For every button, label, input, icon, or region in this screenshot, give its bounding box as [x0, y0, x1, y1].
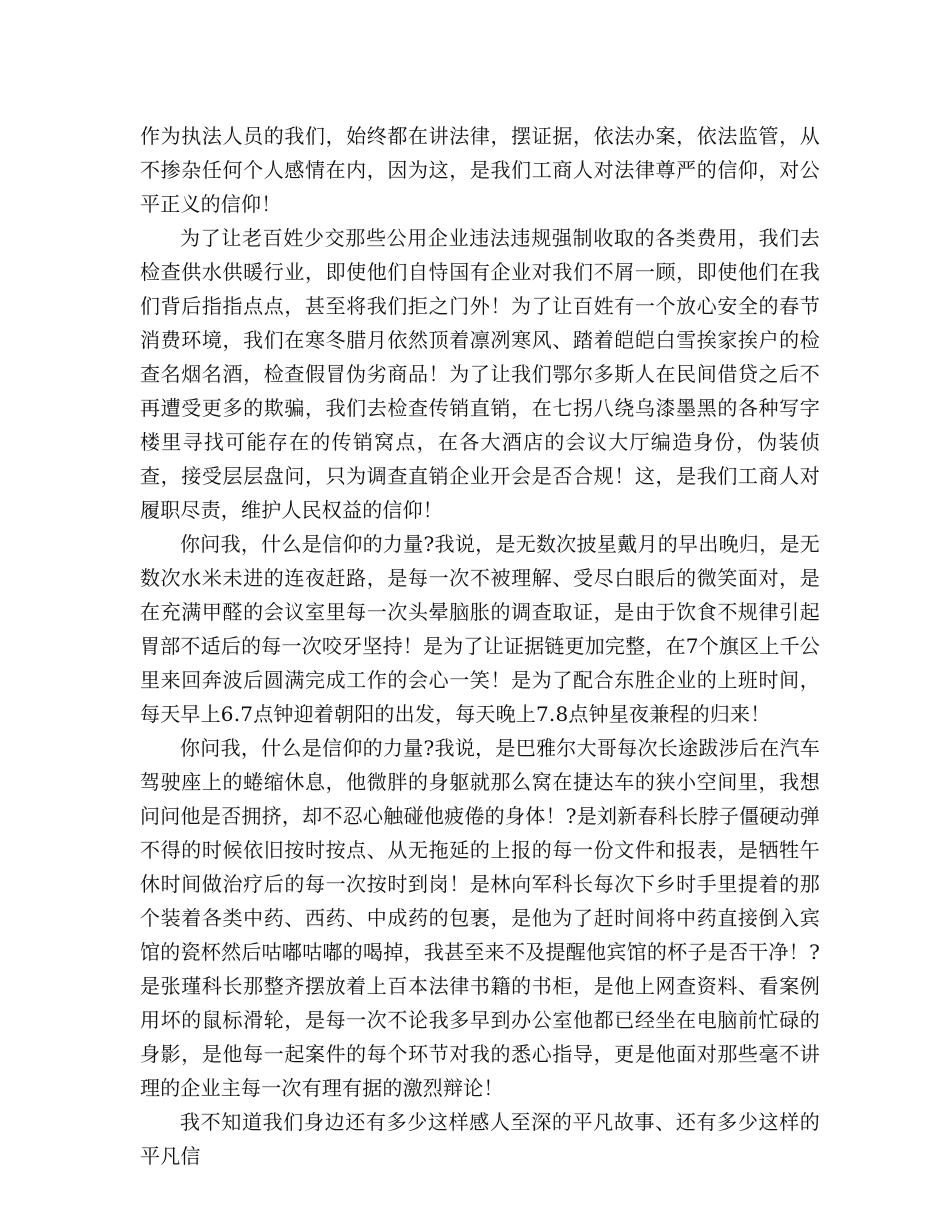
paragraph-2: 为了让老百姓少交那些公用企业违法违规强制收取的各类费用，我们去检查供水供暖行业，即使他们自恃国有企业对我们不屑一顾，即使他们在我们背后指指点点，甚至将我们拒之门外！为了让百姓有一个放心安全的春节消费环境，我们在寒冬腊月依然顶着凛冽寒风、踏着皑皑白雪挨家挨户的检查名烟名酒，检查假冒伪劣商品！为了让我们鄂尔多斯人在民间借贷之后不再遭受更多的欺骗，我们去检查传销直销，在七拐八绕乌漆墨黑的各种写字楼里寻找可能存在的传销窝点，在各大酒店的会议大厅编造身份，伪装侦查，接受层层盘问，只为调查直销企业开会是否合规！这，是我们工商人对履职尽责，维护人民权益的信仰！	[140, 226, 820, 522]
document-body	[140, 119, 820, 1173]
paragraph-4: 你问我，什么是信仰的力量?我说，是巴雅尔大哥每次长途跋涉后在汽车驾驶座上的蜷缩休息，他微胖的身躯就那么窝在捷达车的狭小空间里，我想问问他是否拥挤，却不忍心触碰他疲倦的身体！?是刘新春科长脖子僵硬动弹不得的时候依旧按时按点、从无拖延的上报的每一份文件和报表，是牺牲午休时间做治疗后的每一次按时到岗！是林向军科长每次下乡时手里提着的那个装着各类中药、西药、中成药的包裹，是他为了赶时间将中药直接倒入宾馆的瓷杯然后咕嘟咕嘟的喝掉，我甚至来不及提醒他宾馆的杯子是否干净！?是张瑾科长那整齐摆放着上百本法律书籍的书柜，是他上网查资料、看案例用坏的鼠标滑轮，是每一次不论我多早到办公室他都已经坐在电脑前忙碌的身影，是他每一起案件的每个环节对我的悉心指导，更是他面对那些毫不讲理的企业主每一次有理有据的激烈辩论！	[140, 736, 820, 1100]
paragraph-3: 你问我，什么是信仰的力量?我说，是无数次披星戴月的早出晚归，是无数次水米未进的连夜赶路，是每一次不被理解、受尽白眼后的微笑面对，是在充满甲醛的会议室里每一次头晕脑胀的调查取证，是由于饮食不规律引起胃部不适后的每一次咬牙坚持！是为了让证据链更加完整，在7个旗区上千公里来回奔波后圆满完成工作的会心一笑！是为了配合东胜企业的上班时间，每天早上6.7点钟迎着朝阳的出发，每天晚上7.8点钟星夜兼程的归来！	[140, 532, 820, 726]
paragraph-5: 我不知道我们身边还有多少这样感人至深的平凡故事、还有多少这样的平凡信	[140, 1110, 820, 1168]
paragraph-1: 作为执法人员的我们，始终都在讲法律，摆证据，依法办案，依法监管，从不掺杂任何个人感情在内，因为这，是我们工商人对法律尊严的信仰，对公平正义的信仰！	[140, 124, 820, 216]
